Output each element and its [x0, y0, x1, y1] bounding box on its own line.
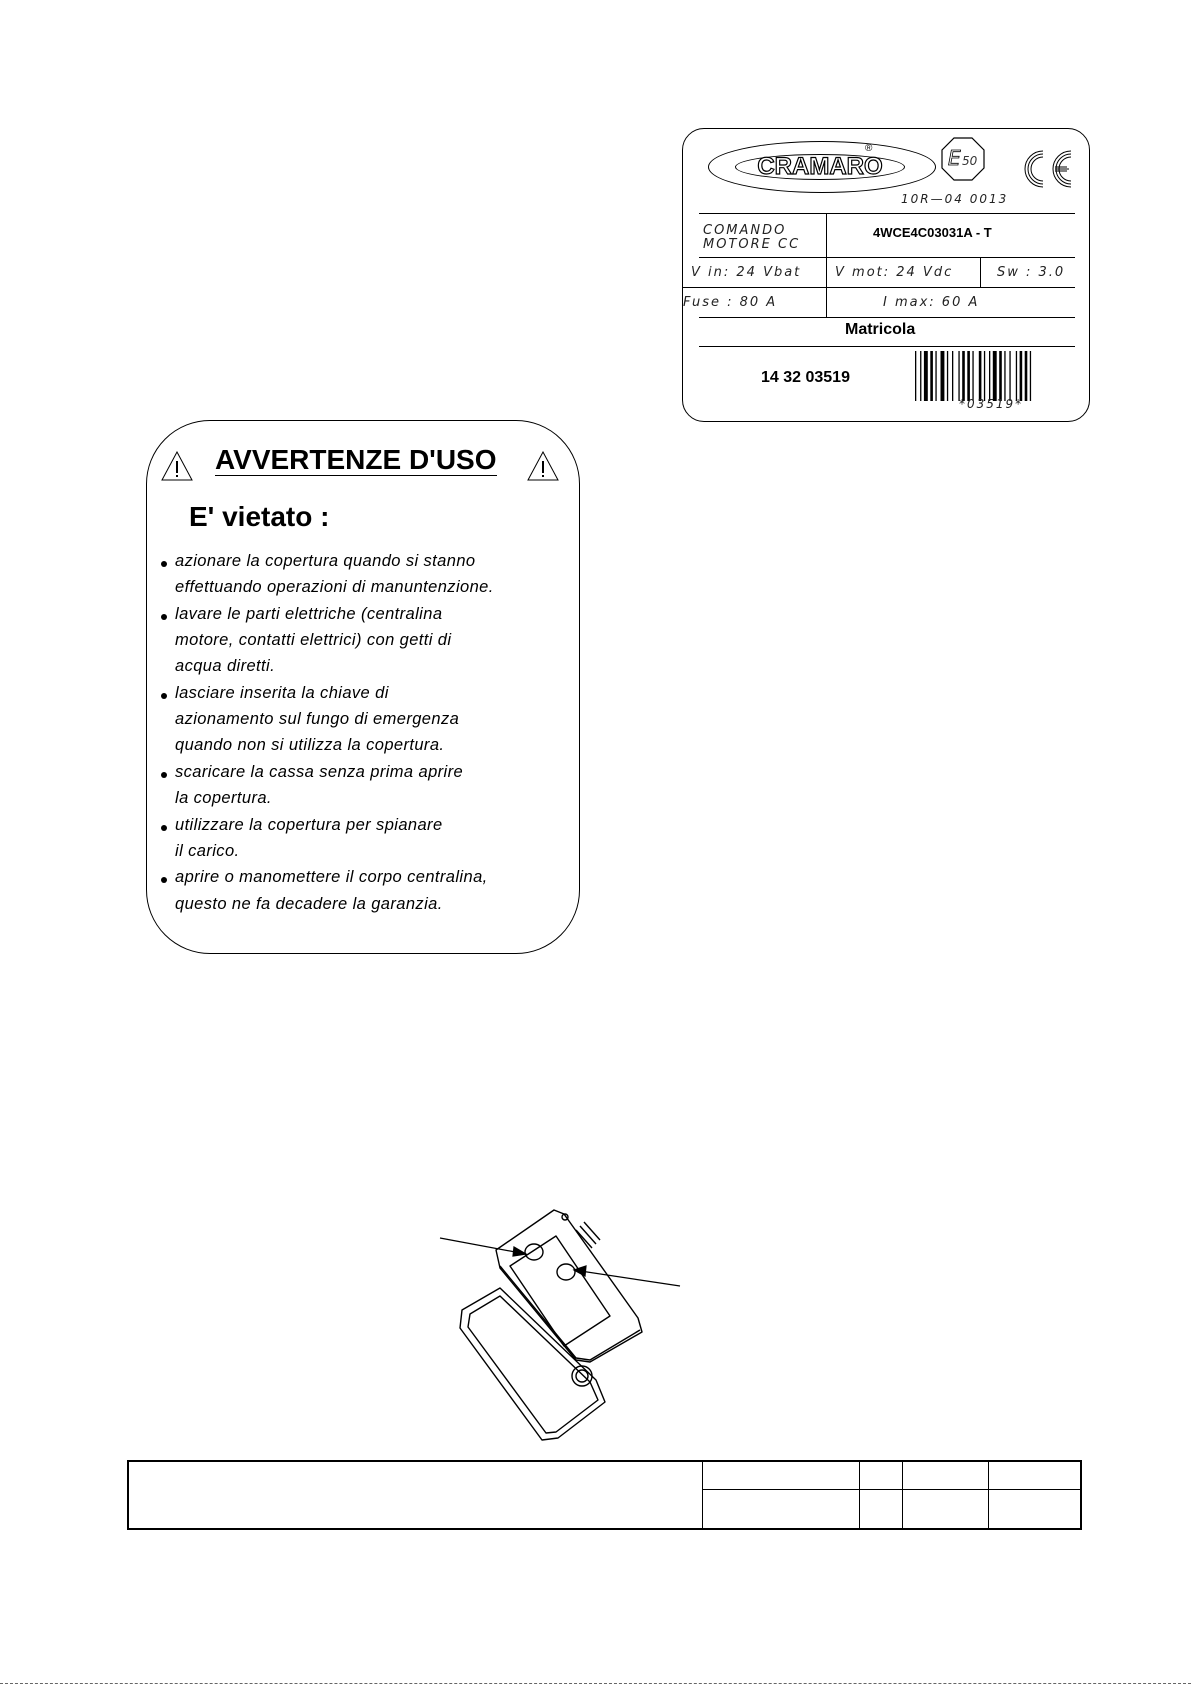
page-edge: [0, 1683, 1191, 1684]
barcode-bar: [930, 351, 933, 401]
product-code: 4WCE4C03031A - T: [873, 225, 992, 240]
barcode-bar: [993, 351, 997, 401]
max-current: I max: 60 A: [883, 295, 980, 310]
barcode-bar: [1009, 351, 1010, 401]
table-divider: [902, 1462, 903, 1528]
bullet: [161, 561, 167, 567]
barcode-bar: [967, 351, 970, 401]
warning-line: la copertura.: [175, 789, 272, 807]
warning-line: acqua diretti.: [175, 657, 276, 675]
warning-line: azionare la copertura quando si stanno: [175, 552, 476, 570]
warning-subtitle: E' vietato :: [189, 501, 330, 532]
warning-sticker: [146, 420, 580, 954]
barcode-bar: [1025, 351, 1028, 401]
table-divider: [859, 1462, 860, 1528]
warning-line: azionamento sul fungo di emergenza: [175, 710, 460, 728]
cramaro-logo: CRAMARO: [735, 154, 905, 180]
table-divider: [702, 1462, 703, 1528]
bullet: [161, 614, 167, 620]
barcode-bar: [958, 351, 959, 401]
table-divider: [702, 1489, 1080, 1490]
ce-mark-icon: [1019, 147, 1075, 191]
emark-code: 50: [962, 154, 978, 168]
registered-mark: ®: [865, 143, 873, 154]
remote-body: [496, 1210, 642, 1362]
barcode-bar: [972, 351, 973, 401]
divider: [699, 257, 1075, 258]
divider: [699, 317, 1075, 318]
table-divider: [988, 1462, 989, 1528]
divider: [699, 213, 1075, 214]
software-version: Sw : 3.0: [997, 265, 1066, 280]
divider: [699, 346, 1075, 347]
warning-line: lavare le parti elettriche (centralina: [175, 605, 443, 623]
barcode-bar: [979, 351, 982, 401]
warning-title: AVVERTENZE D'USO: [215, 444, 497, 475]
bullet: [161, 693, 167, 699]
barcode-bar: [924, 351, 928, 401]
barcode-bar: [952, 351, 953, 401]
fuse-rating: Fuse : 80 A: [683, 295, 778, 310]
warning-triangle-icon: [527, 451, 559, 481]
warning-line: utilizzare la copertura per spianare: [175, 816, 443, 834]
warning-line: effettuando operazioni di manuntenzione.: [175, 578, 494, 596]
barcode-text: *03519*: [959, 397, 1024, 411]
bullet: [161, 772, 167, 778]
warning-line: lasciare inserita la chiave di: [175, 684, 389, 702]
divider: [683, 287, 1075, 288]
barcode-bar: [984, 351, 985, 401]
divider: [980, 257, 981, 287]
divider: [826, 213, 827, 257]
warning-line: questo ne fa decadere la garanzia.: [175, 895, 443, 913]
warning-triangle-icon: [161, 451, 193, 481]
product-label-1: COMANDO: [703, 223, 787, 238]
barcode-bar: [935, 351, 936, 401]
barcode-bar: [915, 351, 916, 401]
warning-line: aprire o manomettere il corpo centralina,: [175, 868, 488, 886]
barcode-bar: [962, 351, 965, 401]
warning-line: motore, contatti elettrici) con getti di: [175, 631, 452, 649]
warning-line: scaricare la cassa senza prima aprire: [175, 763, 464, 781]
product-label-2: MOTORE CC: [703, 237, 801, 252]
serial-number: 14 32 03519: [761, 369, 850, 386]
approval-number: 10R—04 0013: [901, 192, 1009, 206]
bullet: [161, 877, 167, 883]
barcode: [914, 351, 1072, 401]
bullet: [161, 825, 167, 831]
input-voltage: V in: 24 Vbat: [691, 265, 802, 280]
warning-line: quando non si utilizza la copertura.: [175, 736, 445, 754]
remote-control-drawing: [430, 1190, 690, 1450]
barcode-bar: [1004, 351, 1005, 401]
barcode-bar: [920, 351, 921, 401]
barcode-bar: [1030, 351, 1031, 401]
barcode-bar: [1016, 351, 1017, 401]
rating-plate: [682, 128, 1090, 422]
title-block-table: [127, 1460, 1082, 1530]
barcode-bar: [989, 351, 990, 401]
warning-line: il carico.: [175, 842, 240, 860]
emark-octagon-icon: [941, 137, 985, 181]
barcode-bar: [999, 351, 1002, 401]
barcode-bar: [947, 351, 948, 401]
remote-base: [460, 1288, 605, 1440]
barcode-bar: [1020, 351, 1023, 401]
serial-label: Matricola: [845, 321, 916, 338]
emark-letter: E: [948, 146, 961, 170]
barcode-bar: [941, 351, 945, 401]
motor-voltage: V mot: 24 Vdc: [835, 265, 954, 280]
